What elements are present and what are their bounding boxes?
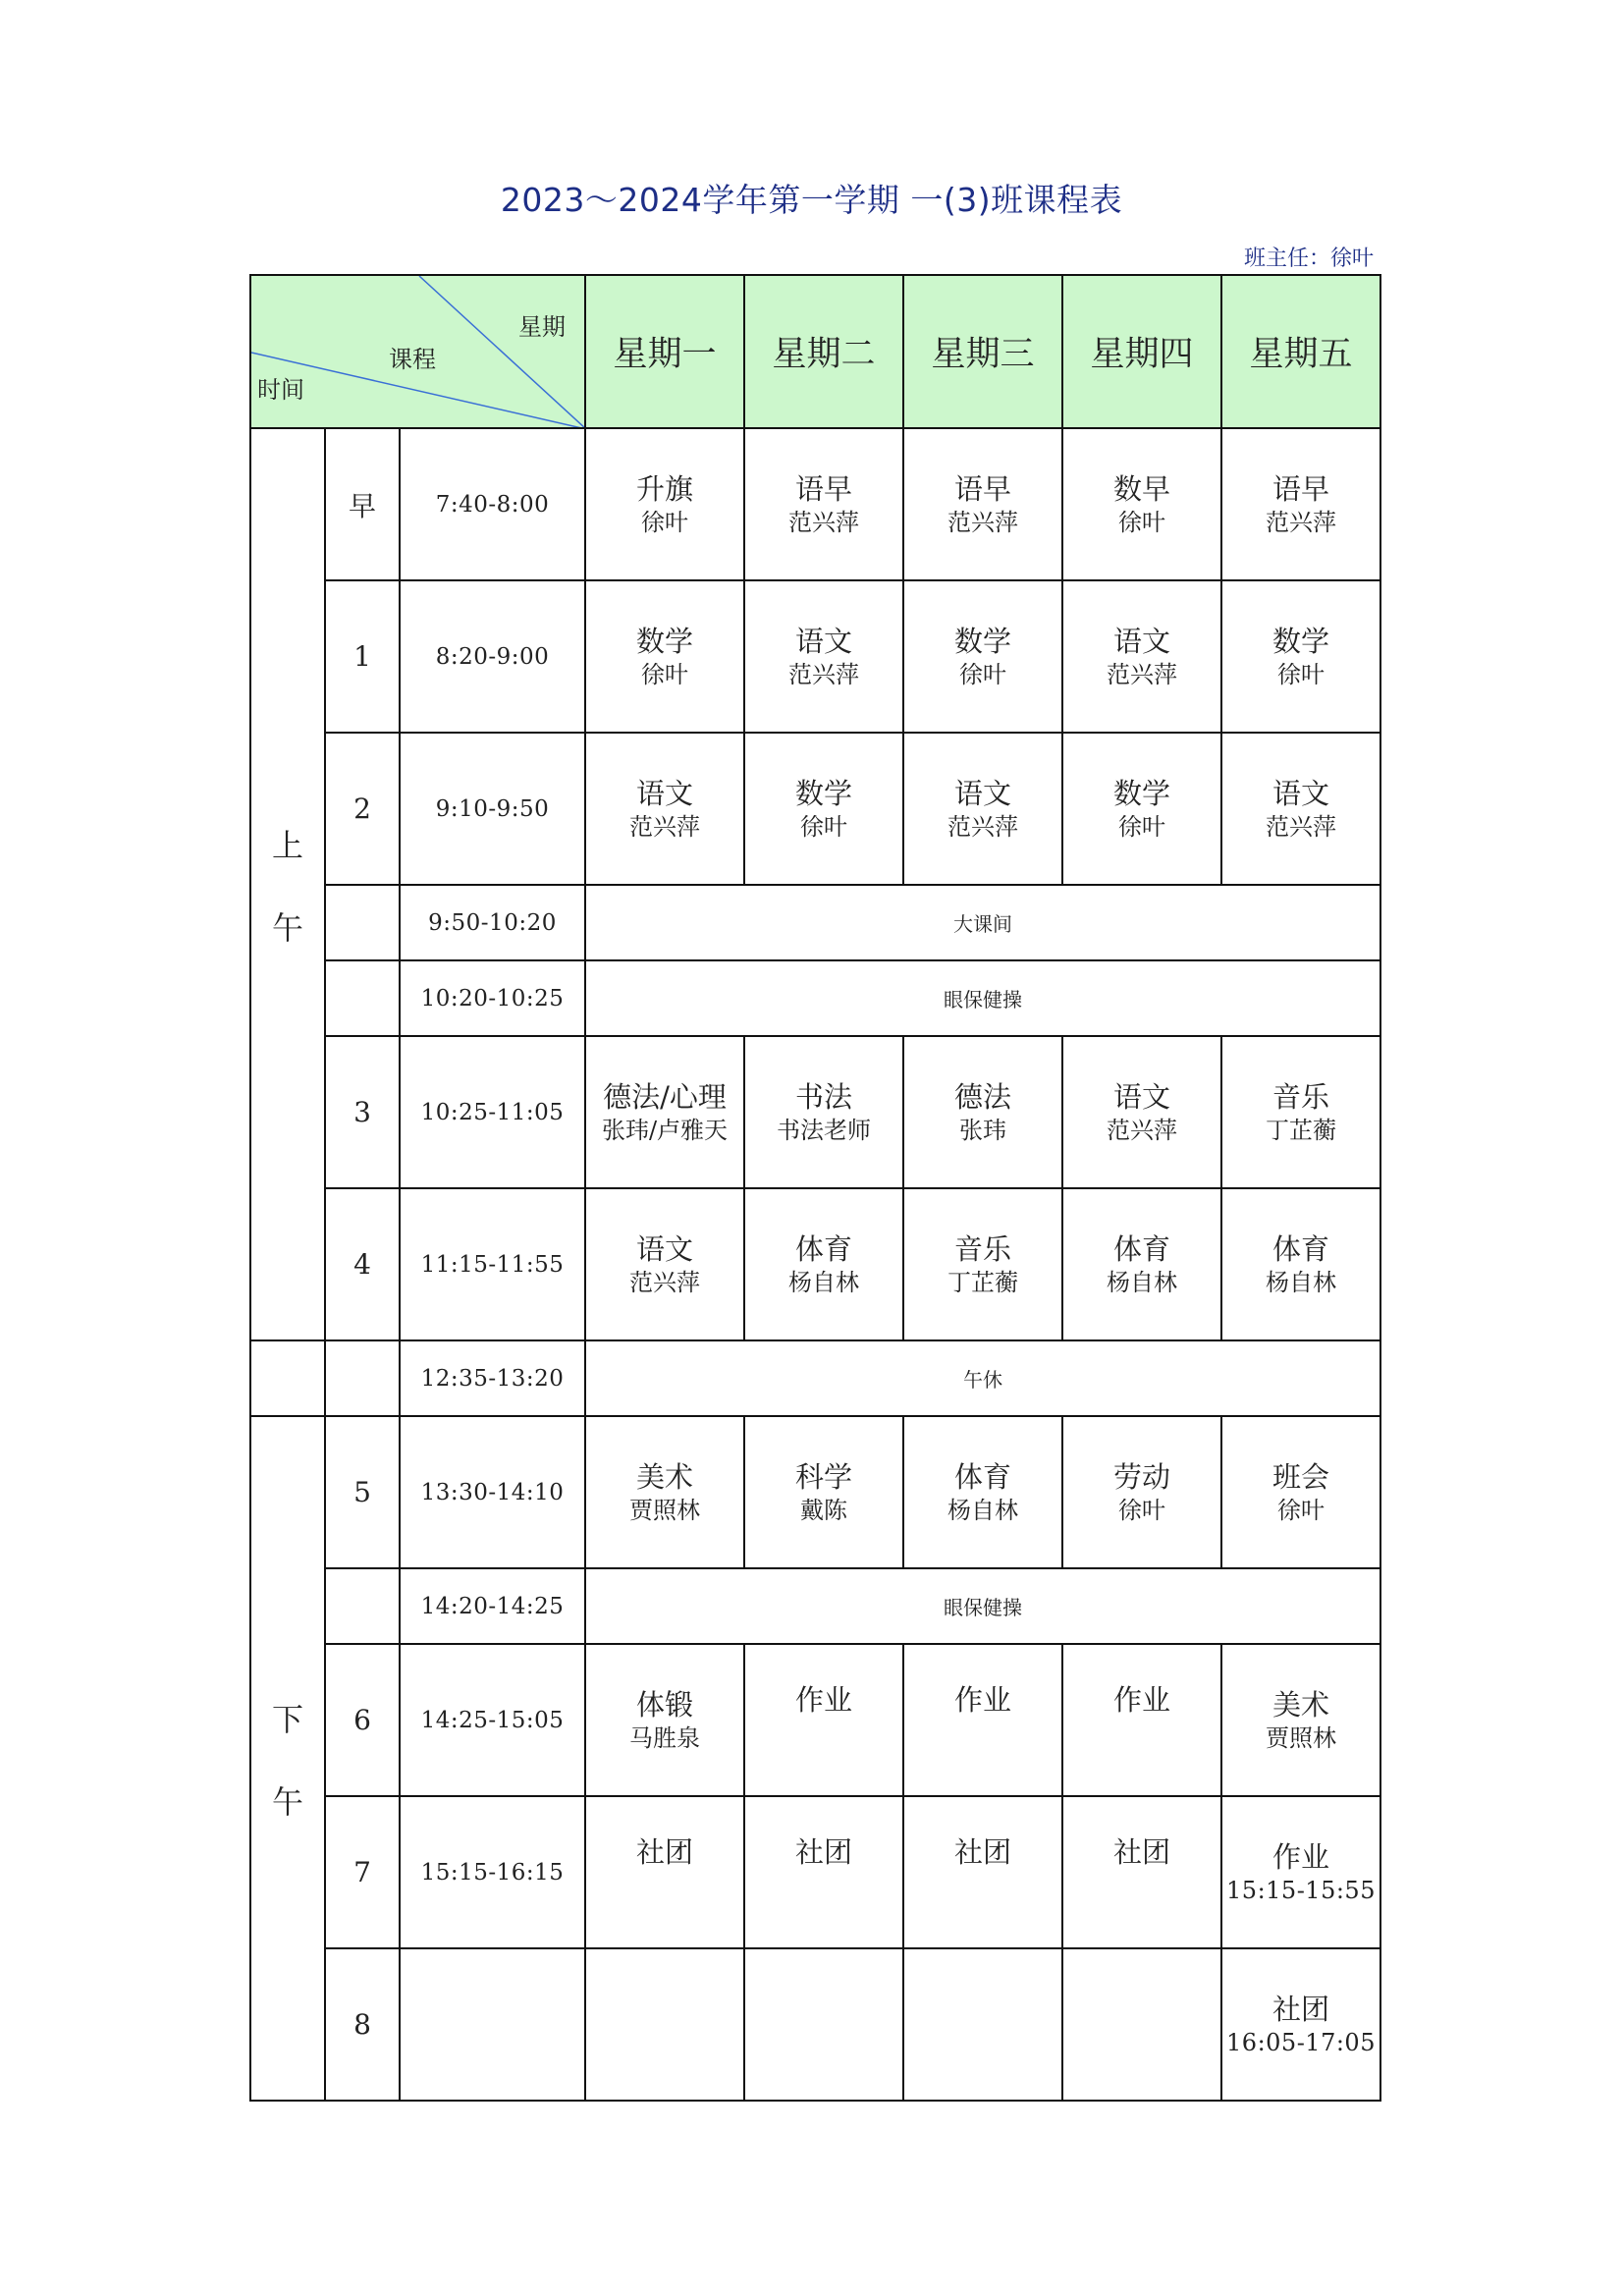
subject-label: 语文 bbox=[635, 1231, 693, 1266]
teacher-label: 徐叶 bbox=[641, 508, 688, 536]
schedule-row bbox=[250, 1036, 1380, 1188]
head-teacher-label: 班主任：徐叶 bbox=[1243, 246, 1374, 271]
class-cell bbox=[744, 1948, 903, 2101]
subject-label: 体锻 bbox=[635, 1687, 693, 1722]
subject-label: 作业 bbox=[1112, 1683, 1170, 1717]
class-cell bbox=[1062, 580, 1221, 733]
class-cell bbox=[1062, 1416, 1221, 1568]
subject-label: 体育 bbox=[794, 1231, 852, 1266]
teacher-label: 张玮/卢雅天 bbox=[601, 1116, 729, 1144]
teacher-label: 范兴萍 bbox=[947, 508, 1018, 536]
subject-label: 语早 bbox=[953, 471, 1011, 506]
break-cell: 眼保健操 bbox=[585, 1568, 1380, 1644]
subject-label: 体育 bbox=[1112, 1231, 1170, 1266]
break-cell: 午休 bbox=[585, 1340, 1380, 1416]
time-cell: 7:40-8:00 bbox=[400, 428, 585, 580]
teacher-label: 范兴萍 bbox=[1266, 812, 1336, 841]
period-cell: 6 bbox=[325, 1644, 400, 1796]
class-cell bbox=[1221, 1644, 1380, 1796]
class-cell bbox=[744, 428, 903, 580]
subject-label: 语文 bbox=[1271, 776, 1329, 810]
day-header-fri: 星期五 bbox=[1221, 275, 1380, 428]
subject-label: 语文 bbox=[794, 624, 852, 658]
class-cell bbox=[1062, 733, 1221, 885]
schedule-row bbox=[250, 1188, 1380, 1340]
subject-label: 书法 bbox=[794, 1079, 852, 1114]
teacher-label: 范兴萍 bbox=[1107, 1116, 1177, 1144]
morning-label-1: 上 bbox=[271, 826, 303, 864]
teacher-label: 杨自林 bbox=[1266, 1268, 1336, 1296]
class-cell bbox=[1062, 428, 1221, 580]
class-cell bbox=[744, 1796, 903, 1948]
subject-label: 数学 bbox=[1271, 624, 1329, 658]
afternoon-cell bbox=[250, 1416, 325, 2101]
teacher-label: 贾照林 bbox=[1266, 1723, 1336, 1752]
schedule-row bbox=[250, 1796, 1380, 1948]
time-cell: 9:10-9:50 bbox=[400, 733, 585, 885]
class-cell bbox=[744, 1416, 903, 1568]
period-cell: 1 bbox=[325, 580, 400, 733]
period-cell bbox=[325, 885, 400, 960]
corner-header-cell bbox=[250, 275, 585, 428]
teacher-label: 范兴萍 bbox=[788, 508, 859, 536]
class-cell bbox=[1062, 1644, 1221, 1796]
subject-label: 语文 bbox=[1112, 624, 1170, 658]
class-cell bbox=[1221, 1796, 1380, 1948]
teacher-label: 范兴萍 bbox=[1107, 660, 1177, 688]
teacher-label: 丁芷蘅 bbox=[947, 1268, 1018, 1296]
teacher-label: 范兴萍 bbox=[788, 660, 859, 688]
noon-blank-cell bbox=[250, 1340, 325, 1416]
subject-label: 班会 bbox=[1271, 1459, 1329, 1494]
schedule-row bbox=[250, 733, 1380, 885]
teacher-label: 贾照林 bbox=[629, 1496, 700, 1524]
subject-label: 数学 bbox=[635, 624, 693, 658]
class-cell bbox=[903, 1188, 1062, 1340]
teacher-label: 徐叶 bbox=[800, 812, 847, 841]
teacher-label: 杨自林 bbox=[788, 1268, 859, 1296]
class-cell bbox=[903, 1416, 1062, 1568]
period-cell bbox=[325, 1568, 400, 1644]
class-cell bbox=[1062, 1188, 1221, 1340]
schedule-row bbox=[250, 1948, 1380, 2101]
class-cell bbox=[585, 1416, 744, 1568]
time-cell: 15:15-16:15 bbox=[400, 1796, 585, 1948]
class-cell bbox=[744, 1188, 903, 1340]
teacher-label: 范兴萍 bbox=[629, 1268, 700, 1296]
subject-label: 语文 bbox=[635, 776, 693, 810]
subject-label: 作业 bbox=[1271, 1839, 1329, 1874]
morning-cell bbox=[250, 428, 325, 1340]
afternoon-label-2: 午 bbox=[271, 1782, 303, 1821]
schedule-table bbox=[249, 274, 1381, 2102]
subject-label: 美术 bbox=[635, 1459, 693, 1494]
class-cell bbox=[1221, 1188, 1380, 1340]
subject-label: 美术 bbox=[1271, 1687, 1329, 1722]
page-title: 2023～2024学年第一学期 一(3)班课程表 bbox=[500, 181, 1123, 219]
subject-label: 社团 bbox=[635, 1835, 693, 1869]
class-cell bbox=[1221, 1416, 1380, 1568]
teacher-label: 徐叶 bbox=[1277, 1496, 1325, 1524]
afternoon-label-1: 下 bbox=[271, 1700, 303, 1738]
class-cell bbox=[585, 1036, 744, 1188]
time-cell: 10:20-10:25 bbox=[400, 960, 585, 1036]
day-header-tue: 星期二 bbox=[744, 275, 903, 428]
period-cell: 2 bbox=[325, 733, 400, 885]
teacher-label: 徐叶 bbox=[1118, 1496, 1165, 1524]
class-cell bbox=[1221, 580, 1380, 733]
teacher-label: 杨自林 bbox=[1107, 1268, 1177, 1296]
class-cell bbox=[585, 733, 744, 885]
schedule-row bbox=[250, 580, 1380, 733]
teacher-label: 范兴萍 bbox=[629, 812, 700, 841]
class-cell bbox=[585, 1188, 744, 1340]
subject-label: 德法/心理 bbox=[603, 1079, 727, 1114]
subject-label: 体育 bbox=[1271, 1231, 1329, 1266]
subject-label: 数学 bbox=[794, 776, 852, 810]
time-note-label: 16:05-17:05 bbox=[1226, 2028, 1376, 2056]
period-cell: 7 bbox=[325, 1796, 400, 1948]
teacher-label: 范兴萍 bbox=[947, 812, 1018, 841]
subject-label: 音乐 bbox=[1271, 1079, 1329, 1114]
time-note-label: 15:15-15:55 bbox=[1226, 1876, 1376, 1904]
morning-label-2: 午 bbox=[271, 908, 303, 947]
class-cell bbox=[903, 1948, 1062, 2101]
class-cell bbox=[903, 1644, 1062, 1796]
teacher-label: 范兴萍 bbox=[1266, 508, 1336, 536]
schedule-row bbox=[250, 1416, 1380, 1568]
class-cell bbox=[903, 1036, 1062, 1188]
day-header-wed: 星期三 bbox=[903, 275, 1062, 428]
period-cell: 早 bbox=[325, 428, 400, 580]
teacher-label: 马胜泉 bbox=[629, 1723, 700, 1752]
day-header-mon: 星期一 bbox=[585, 275, 744, 428]
subject-label: 语早 bbox=[794, 471, 852, 506]
time-cell: 12:35-13:20 bbox=[400, 1340, 585, 1416]
header-row bbox=[250, 275, 1380, 428]
class-cell bbox=[1062, 1036, 1221, 1188]
schedule-row bbox=[250, 1644, 1380, 1796]
teacher-label: 徐叶 bbox=[1118, 508, 1165, 536]
class-cell bbox=[585, 1796, 744, 1948]
class-cell bbox=[1221, 428, 1380, 580]
period-cell bbox=[325, 960, 400, 1036]
time-cell: 14:20-14:25 bbox=[400, 1568, 585, 1644]
time-cell: 14:25-15:05 bbox=[400, 1644, 585, 1796]
class-cell bbox=[1062, 1796, 1221, 1948]
class-cell bbox=[1221, 733, 1380, 885]
subject-label: 社团 bbox=[794, 1835, 852, 1869]
subject-label: 社团 bbox=[1271, 1992, 1329, 2026]
period-cell: 5 bbox=[325, 1416, 400, 1568]
subject-label: 数学 bbox=[953, 624, 1011, 658]
subject-label: 社团 bbox=[1112, 1835, 1170, 1869]
class-cell bbox=[1221, 1036, 1380, 1188]
subject-label: 语文 bbox=[1112, 1079, 1170, 1114]
teacher-label: 徐叶 bbox=[1118, 812, 1165, 841]
schedule-row bbox=[250, 885, 1380, 960]
teacher-label: 杨自林 bbox=[947, 1496, 1018, 1524]
period-cell: 4 bbox=[325, 1188, 400, 1340]
period-cell bbox=[325, 1340, 400, 1416]
class-cell bbox=[585, 580, 744, 733]
class-cell bbox=[1221, 1948, 1380, 2101]
schedule-row bbox=[250, 1340, 1380, 1416]
class-cell bbox=[744, 1036, 903, 1188]
time-cell: 11:15-11:55 bbox=[400, 1188, 585, 1340]
subject-label: 劳动 bbox=[1112, 1459, 1170, 1494]
schedule-row bbox=[250, 960, 1380, 1036]
corner-time-label: 时间 bbox=[257, 376, 304, 404]
class-cell bbox=[903, 1796, 1062, 1948]
subject-label: 科学 bbox=[794, 1459, 852, 1494]
teacher-label: 徐叶 bbox=[959, 660, 1006, 688]
class-cell bbox=[744, 580, 903, 733]
subject-label: 作业 bbox=[953, 1683, 1011, 1717]
class-cell bbox=[585, 1644, 744, 1796]
time-cell: 8:20-9:00 bbox=[400, 580, 585, 733]
corner-course-label: 课程 bbox=[389, 346, 436, 373]
teacher-label: 书法老师 bbox=[777, 1116, 871, 1144]
time-cell: 10:25-11:05 bbox=[400, 1036, 585, 1188]
period-cell: 3 bbox=[325, 1036, 400, 1188]
teacher-label: 戴陈 bbox=[800, 1496, 847, 1524]
period-cell: 8 bbox=[325, 1948, 400, 2101]
subject-label: 数学 bbox=[1112, 776, 1170, 810]
subject-label: 语文 bbox=[953, 776, 1011, 810]
time-cell bbox=[400, 1948, 585, 2101]
day-header-thu: 星期四 bbox=[1062, 275, 1221, 428]
break-cell: 眼保健操 bbox=[585, 960, 1380, 1036]
class-cell bbox=[903, 428, 1062, 580]
schedule-row bbox=[250, 428, 1380, 580]
class-cell bbox=[903, 733, 1062, 885]
subject-label: 升旗 bbox=[635, 471, 693, 506]
subject-label: 体育 bbox=[953, 1459, 1011, 1494]
break-cell: 大课间 bbox=[585, 885, 1380, 960]
subject-label: 社团 bbox=[953, 1835, 1011, 1869]
teacher-label: 丁芷蘅 bbox=[1266, 1116, 1336, 1144]
class-cell bbox=[903, 580, 1062, 733]
class-cell bbox=[585, 1948, 744, 2101]
teacher-label: 徐叶 bbox=[1277, 660, 1325, 688]
class-cell bbox=[744, 733, 903, 885]
schedule-row bbox=[250, 1568, 1380, 1644]
class-cell bbox=[585, 428, 744, 580]
subject-label: 数早 bbox=[1112, 471, 1170, 506]
teacher-label: 张玮 bbox=[959, 1116, 1006, 1144]
time-cell: 9:50-10:20 bbox=[400, 885, 585, 960]
subject-label: 音乐 bbox=[953, 1231, 1011, 1266]
teacher-label: 徐叶 bbox=[641, 660, 688, 688]
time-cell: 13:30-14:10 bbox=[400, 1416, 585, 1568]
class-cell bbox=[1062, 1948, 1221, 2101]
subject-label: 作业 bbox=[794, 1683, 852, 1717]
corner-week-label: 星期 bbox=[518, 313, 566, 341]
subject-label: 德法 bbox=[953, 1079, 1011, 1114]
class-cell bbox=[744, 1644, 903, 1796]
subject-label: 语早 bbox=[1271, 471, 1329, 506]
